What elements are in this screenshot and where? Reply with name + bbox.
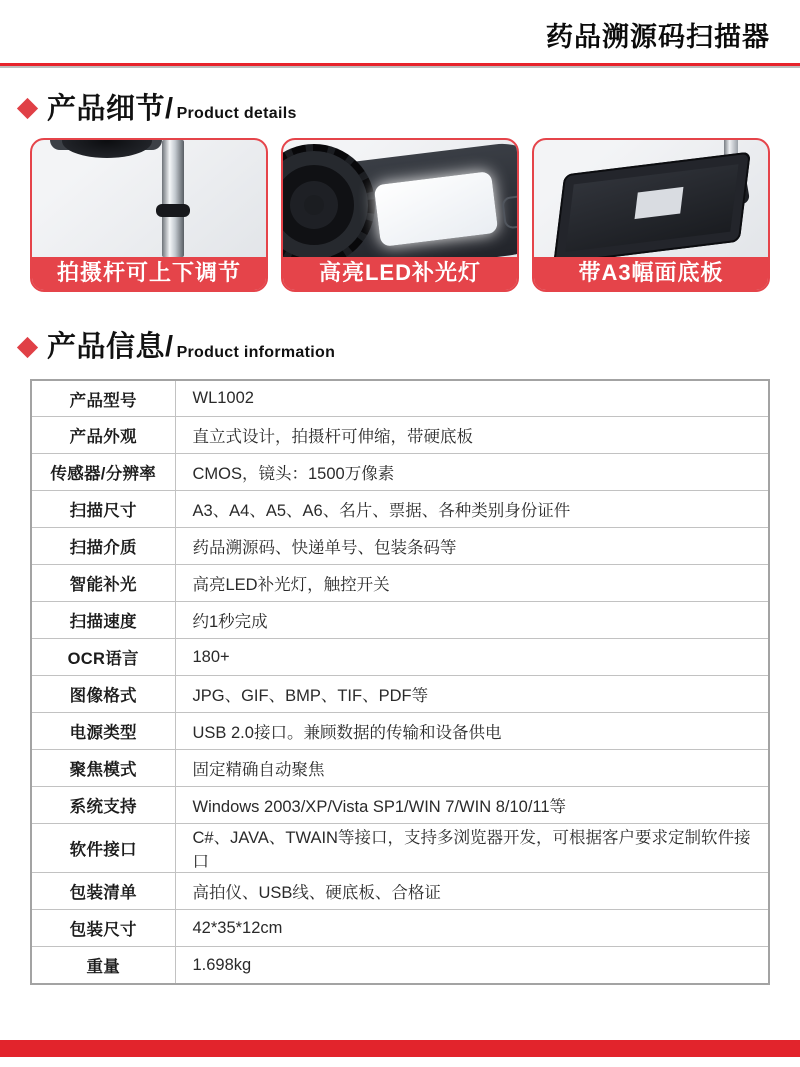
- section-title-en: Product information: [176, 343, 336, 361]
- section-title-cn: 产品信息/: [47, 331, 174, 364]
- spec-value: 药品溯源码、快递单号、包装条码等: [175, 528, 769, 565]
- spec-label: 电源类型: [31, 713, 175, 750]
- spec-row: [31, 602, 769, 639]
- spec-row: [31, 873, 769, 910]
- spec-value: C#、JAVA、TWAIN等接口，支持多浏览器开发，可根据客户要求定制软件接口: [175, 824, 769, 873]
- spec-value: USB 2.0接口。兼顾数据的传输和设备供电: [175, 713, 769, 750]
- diamond-icon: [17, 98, 38, 119]
- spec-label: 扫描尺寸: [31, 491, 175, 528]
- spec-row: [31, 787, 769, 824]
- spec-row: [31, 713, 769, 750]
- spec-value: 1.698kg: [175, 947, 769, 984]
- spec-label: 重量: [31, 947, 175, 984]
- product-detail-cards: [30, 138, 770, 292]
- page-title: 药品溯源码扫描器: [546, 22, 770, 52]
- spec-row: [31, 750, 769, 787]
- spec-value: JPG、GIF、BMP、TIF、PDF等: [175, 676, 769, 713]
- spec-row: [31, 380, 769, 417]
- spec-row: [31, 565, 769, 602]
- spec-table-body: [31, 380, 769, 984]
- diamond-icon: [17, 337, 38, 358]
- spec-value: 180+: [175, 639, 769, 676]
- spec-value: 直立式设计，拍摄杆可伸缩，带硬底板: [175, 417, 769, 454]
- a3-base-plate-photo: [534, 140, 768, 257]
- detail-card-base: [532, 138, 770, 292]
- spec-row: [31, 947, 769, 984]
- spec-label: 扫描介质: [31, 528, 175, 565]
- detail-card-pole: [30, 138, 268, 292]
- spec-label: 产品外观: [31, 417, 175, 454]
- spec-value: 固定精确自动聚焦: [175, 750, 769, 787]
- spec-table: [30, 379, 770, 985]
- spec-value: 约1秒完成: [175, 602, 769, 639]
- spec-row: [31, 676, 769, 713]
- page-header: [0, 0, 800, 52]
- spec-label: 软件接口: [31, 824, 175, 873]
- spec-row: [31, 528, 769, 565]
- card-label: 带A3幅面底板: [534, 257, 768, 290]
- spec-label: 包装尺寸: [31, 910, 175, 947]
- spec-label: 聚焦模式: [31, 750, 175, 787]
- camera-pole-photo: [32, 140, 266, 257]
- spec-label: 系统支持: [31, 787, 175, 824]
- spec-row: [31, 454, 769, 491]
- spec-label: 产品型号: [31, 380, 175, 417]
- card-label: 拍摄杆可上下调节: [32, 257, 266, 290]
- footer-bar: [0, 1040, 800, 1057]
- spec-value: Windows 2003/XP/Vista SP1/WIN 7/WIN 8/10/11等: [175, 787, 769, 824]
- spec-row: [31, 910, 769, 947]
- spec-label: 传感器/分辨率: [31, 454, 175, 491]
- spec-value: 高拍仪、USB线、硬底板、合格证: [175, 873, 769, 910]
- spec-label: OCR语言: [31, 639, 175, 676]
- section-title-en: Product details: [176, 105, 297, 123]
- spec-value: A3、A4、A5、A6、名片、票据、各种类别身份证件: [175, 491, 769, 528]
- spec-value: 42*35*12cm: [175, 910, 769, 947]
- spec-row: [31, 417, 769, 454]
- spec-row: [31, 491, 769, 528]
- spec-value: 高亮LED补光灯，触控开关: [175, 565, 769, 602]
- section-title-cn: 产品细节/: [47, 93, 174, 125]
- spec-label: 图像格式: [31, 676, 175, 713]
- section-product-information: [18, 332, 770, 362]
- spec-row: [31, 639, 769, 676]
- spec-row: [31, 824, 769, 873]
- spec-value: WL1002: [175, 380, 769, 417]
- card-label: 高亮LED补光灯: [283, 257, 517, 290]
- section-product-details: [18, 94, 770, 124]
- detail-card-led: [281, 138, 519, 292]
- spec-label: 扫描速度: [31, 602, 175, 639]
- spec-value: CMOS，镜头：1500万像素: [175, 454, 769, 491]
- spec-label: 智能补光: [31, 565, 175, 602]
- header-divider: [0, 63, 800, 66]
- spec-label: 包装清单: [31, 873, 175, 910]
- camera-lens-icon: [62, 140, 152, 158]
- led-light-photo: [283, 140, 517, 257]
